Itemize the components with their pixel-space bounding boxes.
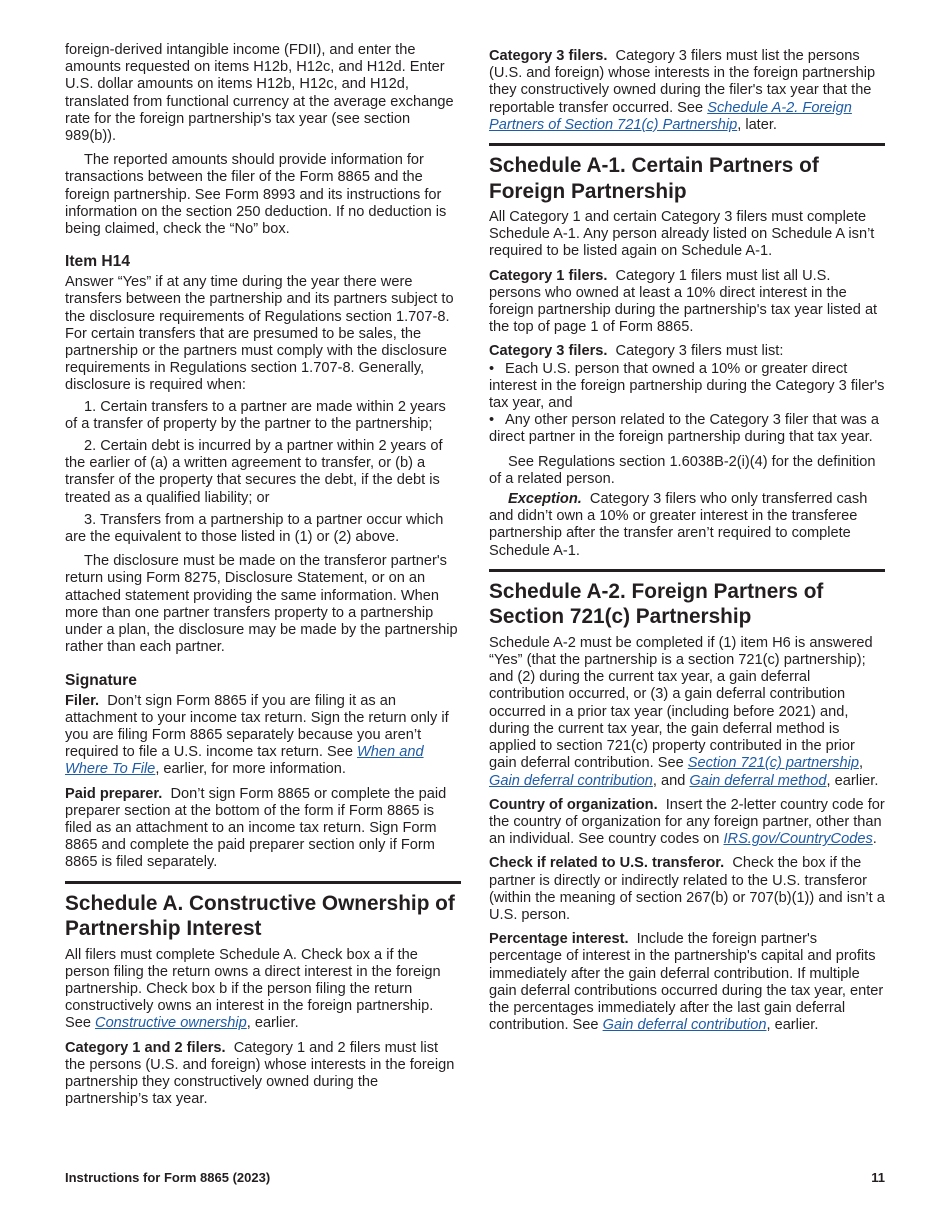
country-lead: Country of organization.: [489, 796, 658, 813]
schedule-a-body: All filers must complete Schedule A. Check box a if the person filing the return owns a direct interest in the foreign partnership. Check box b if the person filing the return constructively owns an interest in the foreign partnership. See: [65, 946, 441, 1032]
bullet-text: Any other person related to the Category 3 filer that was a direct partner in the foreign partnership during that tax year.: [489, 412, 879, 446]
percentage-interest-lead: Percentage interest.: [489, 931, 629, 948]
exception-lead: Exception.: [508, 491, 582, 508]
signature-heading: Signature: [65, 671, 137, 689]
left-column: [65, 42, 461, 1115]
schedule-a1-paragraph: All Category 1 and certain Category 3 filers must complete Schedule A-1. Any person already listed on Schedule A isn’t required to be listed again on Schedule A-1.: [489, 209, 875, 260]
list-item: 2. Certain debt is incurred by a partner within 2 years of the earlier of (a) a written agreement to transfer, or (b) a transfer of the property that secures the debt, if the debt is treated as a qualified liability; or: [65, 438, 443, 506]
item-h14-paragraph: Answer “Yes” if at any time during the year there were transfers between the partnership and its partners subject to the disclosure requirements of Regulations section 1.707-8. For certain transfers that are presumed to be sales, the partnership or the partners must comply with the disclosure requirements in Regulations section 1.707-8. Generally, disclosure is required when:: [65, 274, 454, 394]
a1-category-1-body: Category 1 filers must list all U.S. persons who owned at least a 10% direct interest in the foreign partnership during the partnership's tax year listed at the top of page 1 of Form 8865.: [489, 267, 878, 336]
percentage-interest-tail: , earlier.: [766, 1017, 819, 1034]
related-transferor-body: Check the box if the partner is directly or indirectly related to the U.S. transferor (within the meaning of section 267(b) or 707(b)(1)) and isn’t a U.S. person.: [489, 855, 885, 923]
page-number: 11: [871, 1170, 885, 1185]
percentage-interest-body: Include the foreign partner's percentage of interest in the partnership's capital and profits immediately after the gain deferral contribution. If multiple gain deferral contributions occurred during the tax year, enter the percentages immediately after the last gain deferral contribution. See: [489, 931, 884, 1034]
category-1-2-body: Category 1 and 2 filers must list the persons (U.S. and foreign) whose interests in the foreign partnership they constructively owned during the partnership’s tax year.: [65, 1039, 455, 1108]
list-item: [489, 361, 885, 413]
reported-amounts-paragraph: The reported amounts should provide information for transactions between the filer of the Form 8865 and the foreign partnership. See Form 8993 and its instructions for information on the section 250 deduction. If no deduction is being claimed, check the “No” box.: [65, 152, 447, 238]
schedule-a2-heading: Schedule A-2. Foreign Partners of Section 721(c) Partnership: [489, 569, 885, 630]
fdii-paragraph: foreign-derived intangible income (FDII), and enter the amounts requested on items H12b, H12c, and H12d. Enter U.S. dollar amounts on items H12b, H12c, and H12d, translated from functional currency at the average exchange rate for the foreign partnership's tax year (see section 989(b)).: [65, 42, 454, 145]
category-1-2-paragraph: [65, 1040, 461, 1109]
bullet-icon: •: [489, 412, 495, 429]
list-item: 3. Transfers from a partnership to a partner occur which are the equivalent to those listed in (1) or (2) above.: [65, 511, 444, 546]
a1-category-3-lead: Category 3 filers.: [489, 343, 608, 360]
a1-category-3-body: Category 3 filers must list:: [615, 343, 784, 360]
category-3-lead: Category 3 filers.: [489, 48, 608, 64]
schedule-a1-heading: Schedule A-1. Certain Partners of Foreign Partnership: [489, 143, 885, 204]
section-721c-link[interactable]: Section 721(c) partnership: [687, 755, 859, 772]
gain-deferral-method-link[interactable]: Gain deferral method: [689, 772, 827, 789]
list-item: 1. Certain transfers to a partner are made within 2 years of a transfer of property by the partner to the partnership;: [65, 398, 446, 432]
a1-category-3-paragraph: [489, 343, 885, 360]
separator: ,: [858, 755, 864, 772]
item-h14-heading: Item H14: [65, 253, 131, 271]
schedule-a2-link[interactable]: Schedule A-2. Foreign Partners of Section 721(c) Partnership: [489, 99, 852, 133]
related-person-note: See Regulations section 1.6038B-2(i)(4) for the definition of a related person.: [489, 453, 876, 487]
paid-preparer-paragraph: [65, 786, 461, 872]
bullet-icon: •: [489, 360, 495, 377]
filer-body: Don’t sign Form 8865 if you are filing it as an attachment to your income tax return. Sign the return only if you are filing Form 8865 separately because you aren’t required to file a U.S. income tax return. See: [65, 692, 449, 761]
right-column: [489, 48, 885, 1041]
exception-paragraph: [489, 491, 885, 560]
country-tail: .: [872, 831, 877, 848]
category-1-2-lead: Category 1 and 2 filers.: [65, 1039, 226, 1056]
schedule-a2-tail: , earlier.: [826, 772, 879, 789]
separator: , and: [652, 772, 690, 789]
schedule-a2-body: Schedule A-2 must be completed if (1) item H6 is answered “Yes” (that the partnership is a section 721(c) partnership); and (2) during the current tax year, a gain deferral contribution occurred, or (3) a gain deferral contribution occurred in a prior tax year (including before 2021) and, during the current tax year, the gain deferral method is applied to section 721(c) property contributed in the prior gain deferral contribution. See: [489, 634, 873, 772]
country-paragraph: [489, 797, 885, 849]
related-transferor-paragraph: [489, 855, 885, 924]
category-3-body: Category 3 filers must list the persons (U.S. and foreign) whose interests in the foreign partnership they constructively owned during the filer's tax year that the reportable transfer occurred. See: [489, 48, 876, 116]
gain-deferral-contribution-link[interactable]: Gain deferral contribution: [602, 1017, 767, 1034]
paid-preparer-body: Don’t sign Form 8865 or complete the paid preparer section at the bottom of the form if Form 8865 is filed as an attachment to an income tax return. Sign Form 8865 and complete the paid preparer section only if Form 8865 is filed separately.: [65, 785, 447, 871]
category-3-paragraph: [489, 48, 885, 134]
when-and-where-link[interactable]: When and Where To File: [65, 744, 424, 778]
gain-deferral-contribution-link[interactable]: Gain deferral contribution: [489, 772, 653, 789]
schedule-a-heading: Schedule A. Constructive Ownership of Partnership Interest: [65, 881, 461, 942]
paid-preparer-lead: Paid preparer.: [65, 785, 163, 802]
category-3-tail: , later.: [737, 116, 777, 133]
filer-paragraph: [65, 693, 461, 779]
exception-body: Category 3 filers who only transferred cash and didn’t own a 10% or greater interest in the transferee partnership after the transfer aren’t required to complete Schedule A-1.: [489, 491, 868, 559]
filer-lead: Filer.: [65, 692, 100, 709]
filer-tail: , earlier, for more information.: [155, 761, 346, 778]
a1-category-1-lead: Category 1 filers.: [489, 267, 608, 284]
percentage-interest-paragraph: [489, 931, 885, 1034]
constructive-ownership-link[interactable]: Constructive ownership: [95, 1015, 247, 1032]
country-body: Insert the 2-letter country code for the country of organization for any foreign partner, other than an individual. See country codes on: [489, 796, 885, 848]
schedule-a-tail: , earlier.: [246, 1015, 299, 1032]
disclosure-paragraph: The disclosure must be made on the transferor partner's return using Form 8275, Disclosure Statement, or on an attached statement providing the same information. When more than one partner transfers property to a partnership under a plan, the disclosure may be made by the partnership rather than each partner.: [65, 553, 458, 656]
a1-category-1-paragraph: [489, 268, 885, 337]
related-transferor-lead: Check if related to U.S. transferor.: [489, 855, 725, 872]
schedule-a-paragraph: [65, 947, 461, 1033]
list-item: [489, 412, 885, 446]
bullet-text: Each U.S. person that owned a 10% or greater direct interest in the foreign partnership during the Category 3 filer's tax year, and: [489, 360, 885, 412]
schedule-a2-paragraph: [489, 635, 885, 790]
country-codes-link[interactable]: IRS.gov/CountryCodes: [723, 831, 873, 848]
footer-title: Instructions for Form 8865 (2023): [65, 1170, 271, 1185]
